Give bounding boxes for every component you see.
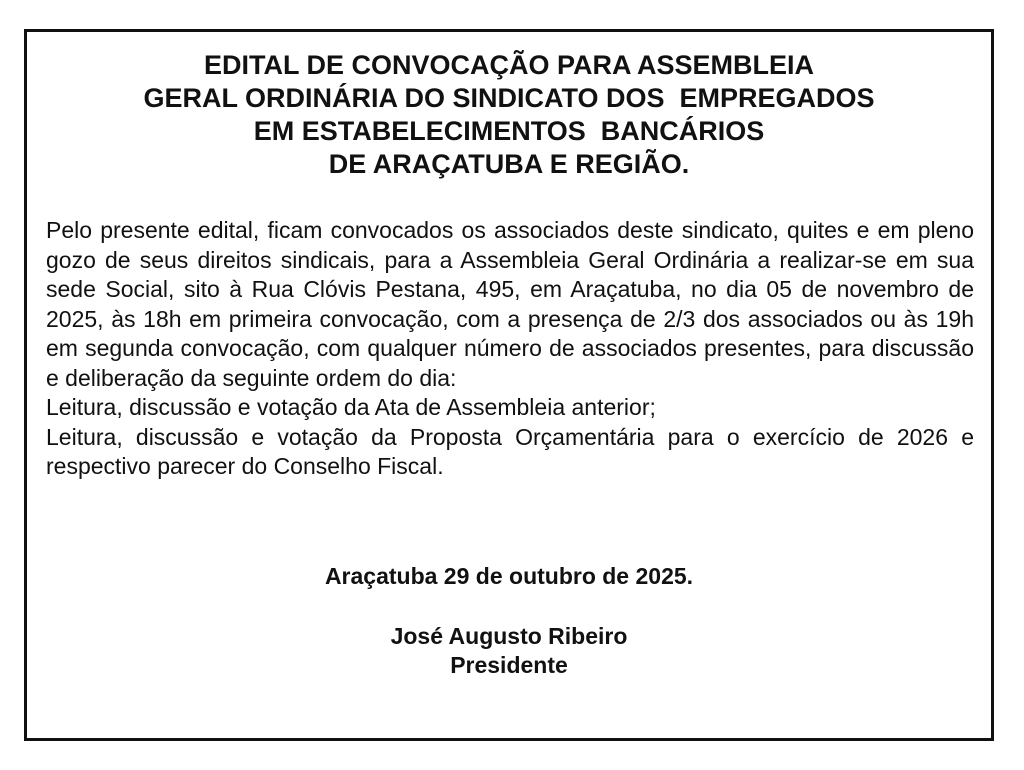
notice-body [46,216,974,482]
notice-frame [24,29,994,741]
title-line: GERAL ORDINÁRIA DO SINDICATO DOS EMPREGADOS [143,83,875,113]
signatory-role: Presidente [450,652,568,678]
signatory-name: José Augusto Ribeiro [390,623,628,649]
notice-title [27,49,991,181]
body-paragraph-convocation: Pelo presente edital, ficam convocados os associados deste sindicato, quites e em pleno gozo de seus direitos sindicais, para a Assembleia Geral Ordinária a realizar-se em sua sede Social, sito à Rua Clóvis Pestana, 495, em Araçatuba, no dia 05 de novembro de 2025, às 18h em primeira convocação, com a presença de 2/3 dos associados ou às 19h em segunda convocação, com qualquer número de associados presentes, para discussão e deliberação da seguinte ordem do dia: [46,217,974,391]
body-paragraph-agenda-item: Leitura, discussão e votação da Ata de Assembleia anterior; [46,394,656,420]
place-and-date: Araçatuba 29 de outubro de 2025. [324,563,694,589]
title-line: EDITAL DE CONVOCAÇÃO PARA ASSEMBLEIA [203,50,815,80]
title-line: DE ARAÇATUBA E REGIÃO. [328,149,690,179]
body-paragraph-agenda-item: Leitura, discussão e votação da Proposta Orçamentária para o exercício de 2026 e respectivo parecer do Conselho Fiscal. [46,423,974,479]
signature-block [27,622,991,680]
title-line: EM ESTABELECIMENTOS BANCÁRIOS [253,116,765,146]
